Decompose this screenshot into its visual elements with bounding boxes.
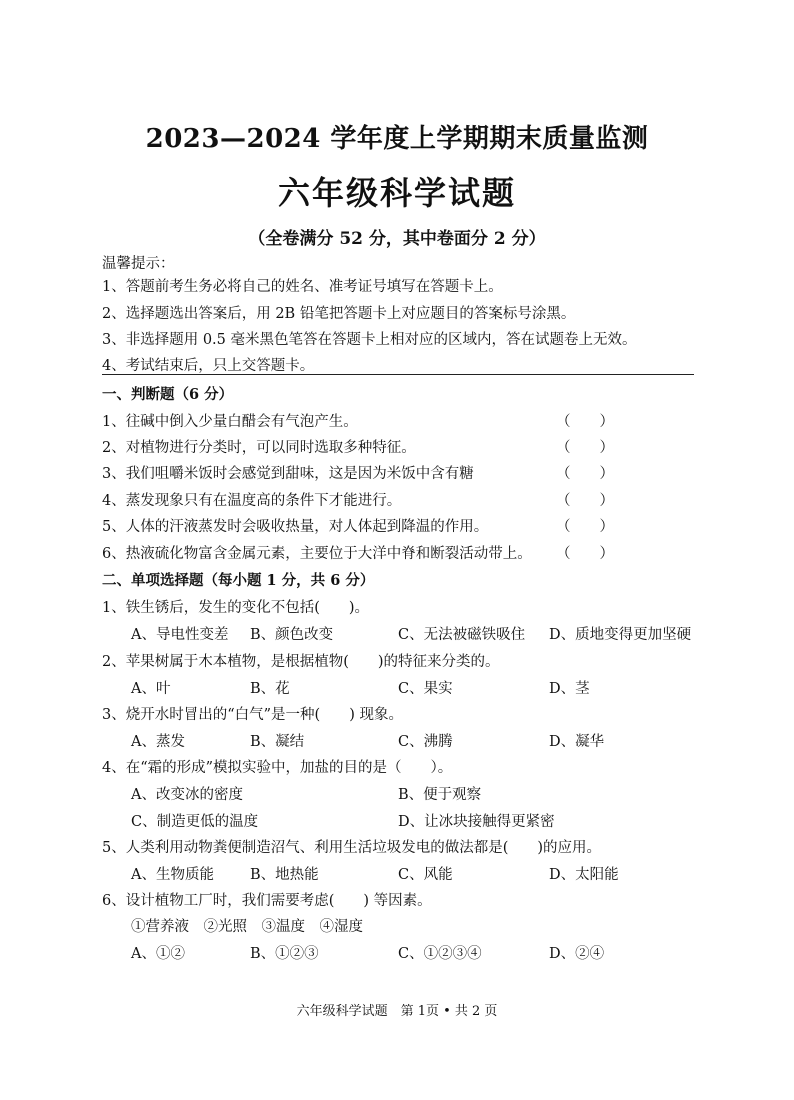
judge-question: 4、蒸发现象只有在温度高的条件下才能进行。	[102, 493, 402, 509]
choice-option: A、改变冰的密度	[131, 787, 243, 803]
choice-option: D、质地变得更加坚硬	[549, 627, 692, 643]
choice-option: C、沸腾	[398, 734, 453, 750]
choice-option: D、太阳能	[549, 867, 619, 883]
choice-option: C、制造更低的温度	[131, 814, 259, 830]
answer-blank: （ ）	[556, 440, 614, 456]
answer-blank: （ ）	[556, 493, 614, 509]
judge-question: 5、人体的汗液蒸发时会吸收热量，对人体起到降温的作用。	[102, 519, 489, 535]
choice-option: A、①②	[131, 946, 185, 962]
score-note: （全卷满分 52 分，其中卷面分 2 分）	[248, 229, 546, 249]
choice-option: C、无法被磁铁吸住	[398, 627, 526, 643]
section1-heading: 一、判断题（6 分）	[102, 386, 234, 403]
choice-option: B、花	[250, 681, 290, 697]
judge-question: 1、往碱中倒入少量白醋会有气泡产生。	[102, 414, 358, 430]
choice-option: C、果实	[398, 681, 453, 697]
choice-option: B、凝结	[250, 734, 305, 750]
answer-blank: （ ）	[556, 466, 614, 482]
tip-item: 3、非选择题用 0.5 毫米黑色笔答在答题卡上相对应的区域内，答在试题卷上无效。	[102, 332, 637, 348]
choice-question-stem: 3、烧开水时冒出的“白气”是一种( ) 现象。	[102, 707, 403, 723]
choice-option: B、①②③	[250, 946, 319, 962]
choice-option: A、叶	[131, 681, 171, 697]
judge-question: 2、对植物进行分类时，可以同时选取多种特征。	[102, 440, 416, 456]
tip-item: 4、考试结束后，只上交答题卡。	[102, 358, 315, 374]
choice-question-stem: 2、苹果树属于木本植物，是根据植物( )的特征来分类的。	[102, 654, 500, 670]
judge-question: 6、热液硫化物富含金属元素，主要位于大洋中脊和断裂活动带上。	[102, 546, 532, 562]
answer-blank: （ ）	[556, 414, 614, 430]
choice-option: A、生物质能	[131, 867, 214, 883]
choice-option: D、茎	[549, 681, 590, 697]
choice-option: A、蒸发	[131, 734, 185, 750]
choice-option: B、便于观察	[398, 787, 482, 803]
divider-line	[102, 374, 694, 375]
tips-heading: 温馨提示：	[102, 256, 175, 272]
choice-option: C、①②③④	[398, 946, 482, 962]
choice-option: D、凝华	[549, 734, 605, 750]
tip-item: 2、选择题选出答案后，用 2B 铅笔把答题卡上对应题目的答案标号涂黑。	[102, 306, 576, 322]
choice-option: D、让冰块接触得更紧密	[398, 814, 555, 830]
tip-item: 1、答题前考生务必将自己的姓名、准考证号填写在答题卡上。	[102, 279, 503, 295]
choice-option: A、导电性变差	[131, 627, 229, 643]
exam-subtitle: 六年级科学试题	[277, 174, 516, 212]
answer-blank: （ ）	[556, 546, 614, 562]
answer-blank: （ ）	[556, 519, 614, 535]
choice-question-stem: 6、设计植物工厂时，我们需要考虑( ) 等因素。	[102, 893, 432, 909]
choice-question-stem: 5、人类利用动物粪便制造沼气、利用生活垃圾发电的做法都是( )的应用。	[102, 840, 602, 856]
choice-question-stem: 1、铁生锈后，发生的变化不包括( )。	[102, 600, 370, 616]
judge-question: 3、我们咀嚼米饭时会感觉到甜味，这是因为米饭中含有糖	[102, 466, 474, 482]
choice-question-items: ①营养液 ②光照 ③温度 ④湿度	[131, 919, 363, 935]
choice-option: D、②④	[549, 946, 605, 962]
section2-heading: 二、单项选择题（每小题 1 分，共 6 分）	[102, 572, 375, 589]
page-footer: 六年级科学试题 第 1页 • 共 2 页	[296, 1004, 498, 1019]
choice-option: C、风能	[398, 867, 453, 883]
choice-option: B、颜色改变	[250, 627, 334, 643]
choice-option: B、地热能	[250, 867, 319, 883]
choice-question-stem: 4、在“霜的形成”模拟实验中，加盐的目的是（ ）。	[102, 760, 453, 776]
exam-title: 2023—2024 学年度上学期期末质量监测	[145, 124, 649, 154]
